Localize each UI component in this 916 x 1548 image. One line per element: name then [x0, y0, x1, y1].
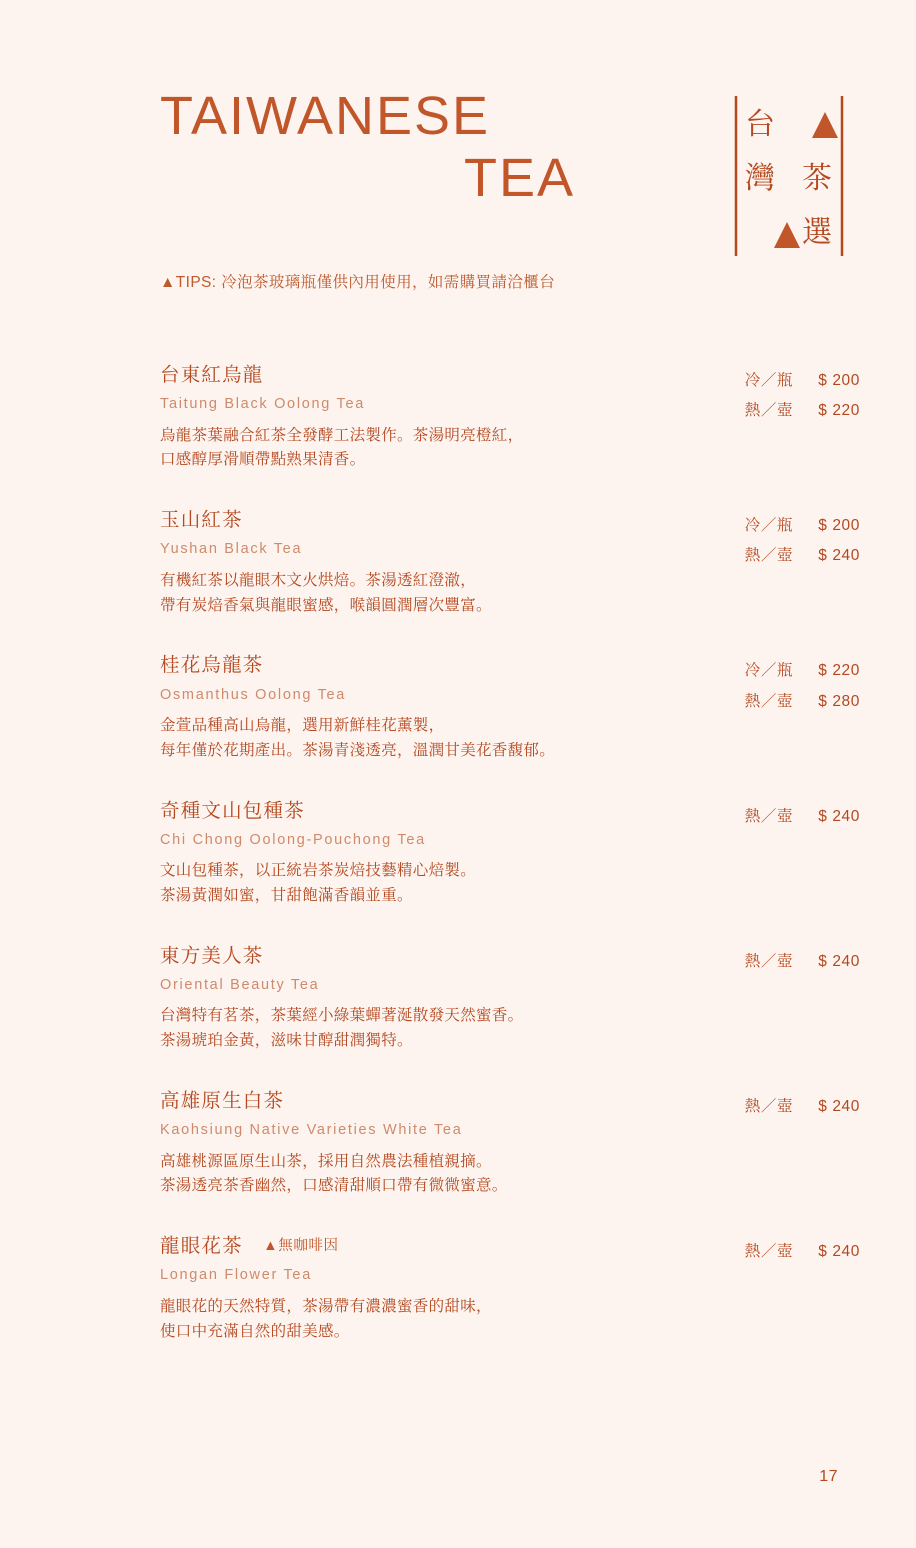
- item-description-line: 有機紅茶以龍眼木文火烘焙。茶湯透紅澄澈，: [160, 571, 477, 589]
- item-description-line: 使口中充滿自然的甜美感。: [160, 1322, 350, 1340]
- taiwan-tea-logo-mark: [734, 96, 844, 256]
- page-title: [160, 88, 580, 212]
- price-label: 冷／瓶: [744, 372, 794, 389]
- price-value: $ 220: [818, 402, 860, 420]
- list-item: [160, 1088, 860, 1199]
- item-name-en: Oriental Beauty Tea: [160, 977, 320, 994]
- svg-text:茶: 茶: [802, 162, 832, 195]
- item-description-line: 高雄桃源區原生山茶，採用自然農法種植親摘。: [160, 1152, 492, 1170]
- price-value: $ 240: [818, 807, 860, 825]
- page-number: 17: [819, 1468, 838, 1485]
- price-label: 熱／壺: [744, 807, 794, 825]
- item-tag: ▲無咖啡因: [263, 1238, 339, 1255]
- price-label: 熱／壺: [744, 402, 794, 420]
- title-line-2: TEA: [463, 147, 575, 208]
- item-prices: [660, 802, 860, 832]
- item-description-line: 每年僅於花期產出。茶湯青淺透亮，溫潤甘美花香馥郁。: [160, 741, 556, 759]
- list-item: [160, 943, 860, 1054]
- list-item: [160, 1233, 860, 1344]
- price-row: [660, 687, 860, 717]
- price-label: 熱／壺: [744, 692, 794, 710]
- tips-note: ▲TIPS: 冷泡茶玻璃瓶僅供內用使用，如需購買請洽櫃台: [160, 274, 556, 291]
- item-description: [160, 569, 680, 619]
- item-prices: [660, 366, 860, 426]
- price-row: [660, 1237, 860, 1267]
- svg-text:台: 台: [745, 108, 775, 141]
- item-name: 高雄原生白茶: [160, 1089, 285, 1112]
- price-value: $ 220: [818, 662, 860, 680]
- svg-text:選: 選: [802, 216, 832, 249]
- menu-item-list: [160, 362, 860, 1378]
- item-name: 東方美人茶: [160, 944, 264, 967]
- item-name-en: Chi Chong Oolong-Pouchong Tea: [160, 831, 426, 848]
- item-description-line: 烏龍茶葉融合紅茶全發酵工法製作。茶湯明亮橙紅，: [160, 426, 524, 444]
- price-label: 熱／壺: [744, 952, 794, 970]
- item-description-line: 口感醇厚滑順帶點熟果清香。: [160, 451, 366, 469]
- item-name-en: Osmanthus Oolong Tea: [160, 686, 347, 703]
- item-description: [160, 1150, 680, 1200]
- item-name: 龍眼花茶: [160, 1235, 243, 1258]
- item-description: [160, 1004, 680, 1054]
- price-value: $ 240: [818, 952, 860, 970]
- item-description: [160, 424, 680, 474]
- price-row: [660, 947, 860, 977]
- item-prices: [660, 1237, 860, 1267]
- item-description-line: 金萱品種高山烏龍，選用新鮮桂花薰製，: [160, 716, 445, 734]
- price-row: [660, 1092, 860, 1122]
- price-value: $ 240: [818, 1097, 860, 1115]
- item-name-en: Taitung Black Oolong Tea: [160, 396, 365, 413]
- price-value: $ 200: [818, 372, 860, 389]
- price-value: $ 280: [818, 692, 860, 710]
- item-description: [160, 1295, 680, 1345]
- price-row: [660, 366, 860, 396]
- item-description: [160, 859, 680, 909]
- svg-text:灣: 灣: [745, 162, 775, 195]
- item-description-line: 茶湯黃潤如蜜，甘甜飽滿香韻並重。: [160, 886, 413, 904]
- item-description-line: 帶有炭焙香氣與龍眼蜜感，喉韻圓潤層次豐富。: [160, 596, 492, 614]
- list-item: [160, 652, 860, 763]
- price-row: [660, 541, 860, 571]
- item-name: 台東紅烏龍: [160, 364, 264, 386]
- item-name-en: Yushan Black Tea: [160, 541, 303, 558]
- title-line-1: TAIWANESE: [160, 86, 491, 146]
- list-item: [160, 362, 860, 473]
- price-row: [660, 511, 860, 541]
- price-value: $ 200: [818, 517, 860, 535]
- item-description: [160, 714, 680, 764]
- price-label: 熱／壺: [744, 547, 794, 565]
- item-prices: [660, 947, 860, 977]
- price-row: [660, 396, 860, 426]
- item-name: 玉山紅茶: [160, 509, 243, 532]
- item-description-line: 文山包種茶，以正統岩茶炭焙技藝精心焙製。: [160, 862, 477, 880]
- item-prices: [660, 511, 860, 571]
- item-name-en: Kaohsiung Native Varieties White Tea: [160, 1122, 463, 1139]
- item-name-en: Longan Flower Tea: [160, 1267, 312, 1284]
- price-label: 冷／瓶: [744, 517, 794, 535]
- list-item: [160, 798, 860, 909]
- item-prices: [660, 1092, 860, 1122]
- price-row: [660, 802, 860, 832]
- item-name: 桂花烏龍茶: [160, 654, 264, 677]
- price-label: 熱／壺: [744, 1097, 794, 1115]
- item-description-line: 茶湯琥珀金黃，滋味甘醇甜潤獨特。: [160, 1032, 413, 1050]
- price-label: 熱／壺: [744, 1243, 794, 1261]
- list-item: [160, 507, 860, 618]
- item-prices: [660, 656, 860, 716]
- price-row: [660, 656, 860, 686]
- item-name: 奇種文山包種茶: [160, 799, 305, 822]
- item-description-line: 茶湯透亮茶香幽然，口感清甜順口帶有微微蜜意。: [160, 1177, 508, 1195]
- price-value: $ 240: [818, 547, 860, 565]
- price-value: $ 240: [818, 1243, 860, 1261]
- item-description-line: 龍眼花的天然特質，茶湯帶有濃濃蜜香的甜味，: [160, 1297, 492, 1315]
- item-description-line: 台灣特有茗茶，茶葉經小綠葉蟬著涎散發天然蜜香。: [160, 1007, 524, 1025]
- price-label: 冷／瓶: [744, 662, 794, 680]
